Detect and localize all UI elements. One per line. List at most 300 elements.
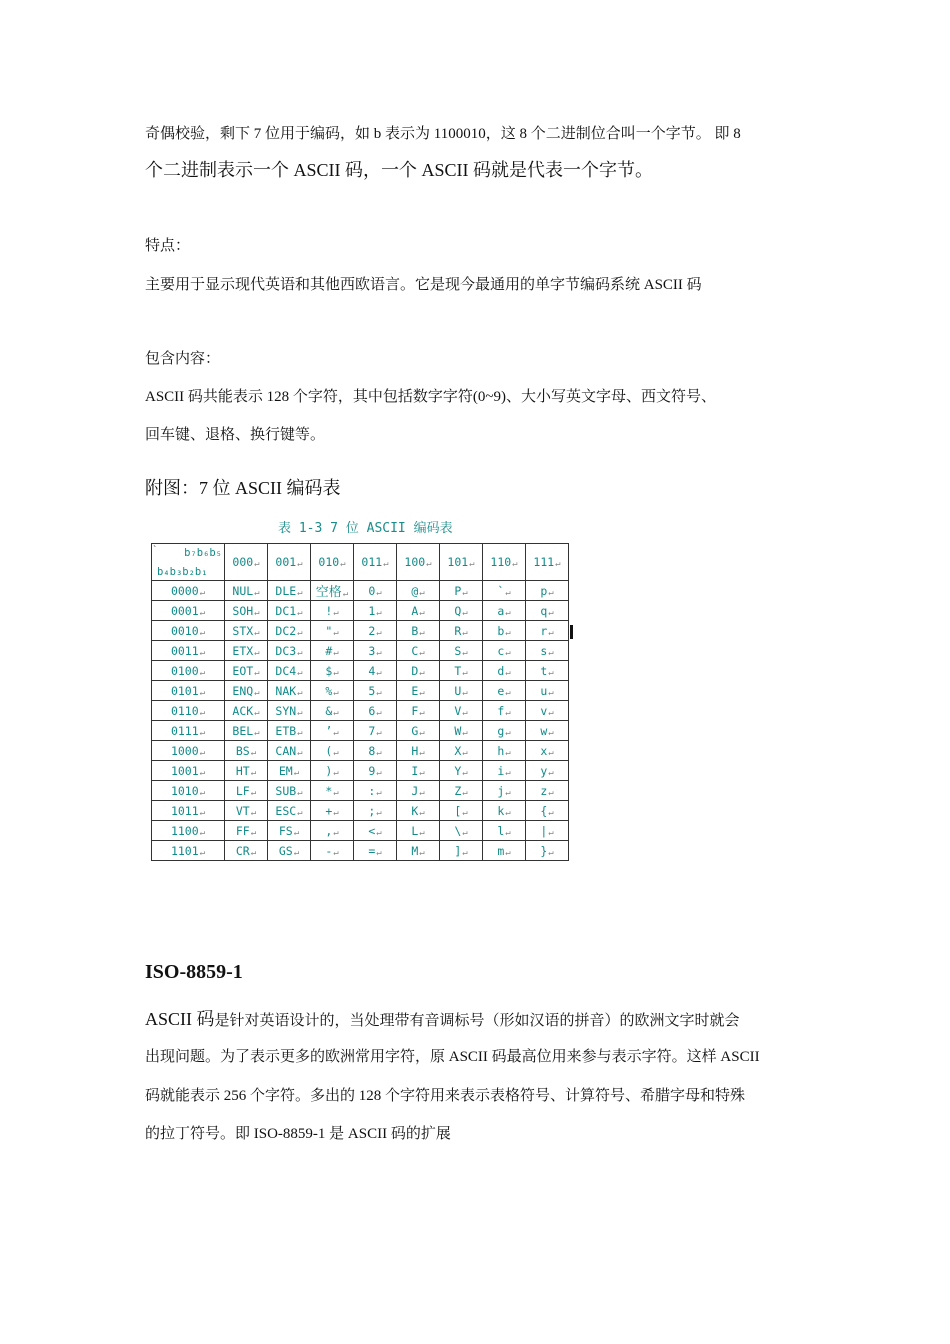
table-cell xyxy=(268,641,311,661)
cell-value: ( xyxy=(325,743,333,758)
paragraph-mark-icon: ↵ xyxy=(297,687,303,698)
cell-value: H xyxy=(411,743,419,758)
table-cell xyxy=(440,761,483,781)
table-cell xyxy=(526,741,569,761)
row-code: 0110 xyxy=(170,703,199,718)
table-cell xyxy=(311,681,354,701)
paragraph-mark-icon: ↵ xyxy=(548,787,554,798)
cell-value: 0 xyxy=(368,583,376,598)
column-header xyxy=(268,544,311,581)
paragraph-mark-icon: ↵ xyxy=(254,727,260,738)
paragraph-mark-icon: ↵ xyxy=(250,747,257,758)
table-row xyxy=(152,781,569,801)
cell-value: l xyxy=(497,823,505,838)
cell-value: ] xyxy=(454,843,462,858)
paragraph-mark-icon: ↵ xyxy=(333,827,339,838)
paragraph-mark-icon: ↵ xyxy=(297,787,303,798)
cell-value: ENQ xyxy=(232,683,254,698)
paragraph-mark-icon: ↵ xyxy=(419,827,425,838)
figure-caption: 附图：7 位 ASCII 编码表 xyxy=(145,478,341,498)
cell-value: % xyxy=(325,683,333,698)
cell-value: e xyxy=(497,683,505,698)
table-cell xyxy=(225,661,268,681)
table-cell xyxy=(354,621,397,641)
paragraph-mark-icon: ↵ xyxy=(505,767,511,778)
cell-value: A xyxy=(411,603,419,618)
paragraph-mark-icon: ↵ xyxy=(419,747,425,758)
cell-value: R xyxy=(454,623,462,638)
table-cell xyxy=(397,581,440,601)
cell-value: J xyxy=(411,783,419,798)
cell-value: @ xyxy=(411,583,419,598)
cell-value: NAK xyxy=(275,683,297,698)
paragraph-mark-icon: ↵ xyxy=(199,647,206,658)
paragraph-mark-icon: ↵ xyxy=(297,707,303,718)
paragraph-mark-icon: ↵ xyxy=(505,667,511,678)
paragraph-mark-icon: ↵ xyxy=(376,627,382,638)
cell-value: b xyxy=(497,623,505,638)
cell-value: h xyxy=(497,743,505,758)
table-cell xyxy=(311,621,354,641)
paragraph-mark-icon: ↵ xyxy=(199,627,206,638)
cell-value: 3 xyxy=(368,643,376,658)
iso-line-rest: 是针对英语设计的，当处理带有音调标号（形如汉语的拼音）的欧洲文字时就会 xyxy=(214,1013,740,1029)
table-cell xyxy=(354,781,397,801)
row-code: 0011 xyxy=(170,643,199,658)
paragraph-mark-icon: ↵ xyxy=(376,667,382,678)
iso-lead: ASCII 码 xyxy=(145,1009,215,1029)
cell-value: DLE xyxy=(275,583,297,598)
paragraph-mark-icon: ↵ xyxy=(342,589,349,599)
table-cell xyxy=(225,721,268,741)
table-cell xyxy=(526,601,569,621)
table-cell xyxy=(225,641,268,661)
cell-value: Y xyxy=(454,763,462,778)
table-cell xyxy=(268,621,311,641)
paragraph-mark-icon: ↵ xyxy=(297,727,303,738)
row-code-cell xyxy=(152,621,225,641)
paragraph-mark-icon: ↵ xyxy=(419,607,425,618)
column-header-label: 010 xyxy=(318,555,340,569)
table-cell xyxy=(483,701,526,721)
column-header xyxy=(526,544,569,581)
paragraph-mark-icon: ↵ xyxy=(376,647,382,658)
cell-value: g xyxy=(497,723,505,738)
paragraph-mark-icon: ↵ xyxy=(462,587,468,598)
paragraph-mark-icon: ↵ xyxy=(297,807,303,818)
table-cell xyxy=(397,601,440,621)
corner-slash-icon: ˋ xyxy=(153,545,157,556)
paragraph-mark-icon: ↵ xyxy=(297,667,303,678)
table-row xyxy=(152,621,569,641)
row-code: 1010 xyxy=(170,783,199,798)
row-code-cell xyxy=(152,581,225,601)
cell-value: K xyxy=(411,803,419,818)
table-row xyxy=(152,581,569,601)
paragraph-mark-icon: ↵ xyxy=(199,767,206,778)
table-header-row xyxy=(152,544,569,581)
cell-value: ETX xyxy=(232,643,254,658)
paragraph-mark-icon: ↵ xyxy=(333,607,339,618)
paragraph-mark-icon: ↵ xyxy=(250,847,257,858)
table-cell xyxy=(268,681,311,701)
paragraph-mark-icon: ↵ xyxy=(199,807,206,818)
cell-value: 6 xyxy=(368,703,376,718)
row-code-cell xyxy=(152,761,225,781)
cell-value: 4 xyxy=(368,663,376,678)
table-cell xyxy=(354,701,397,721)
table-cell xyxy=(526,701,569,721)
paragraph-mark-icon: ↵ xyxy=(254,607,260,618)
table-cell xyxy=(311,761,354,781)
column-header xyxy=(354,544,397,581)
table-cell xyxy=(483,821,526,841)
column-header-label: 100 xyxy=(404,555,426,569)
table-cell xyxy=(225,821,268,841)
cell-value: DC3 xyxy=(275,643,297,658)
row-code: 0000 xyxy=(170,583,199,598)
row-code-cell xyxy=(152,841,225,861)
cell-value: SYN xyxy=(275,703,297,718)
cell-value: C xyxy=(411,643,419,658)
cell-value: X xyxy=(454,743,462,758)
cell-value: 空格 xyxy=(315,585,342,600)
contents-heading: 包含内容： xyxy=(145,351,221,367)
table-cell xyxy=(268,821,311,841)
cell-value: r xyxy=(540,623,548,638)
table-cell xyxy=(483,681,526,701)
paragraph-mark-icon: ↵ xyxy=(254,647,260,658)
table-cell xyxy=(225,781,268,801)
cell-value: ) xyxy=(325,763,333,778)
cell-value: CR xyxy=(235,843,250,858)
cell-value: f xyxy=(497,703,505,718)
paragraph-mark-icon: ↵ xyxy=(419,627,425,638)
row-code-cell xyxy=(152,701,225,721)
cell-value: FF xyxy=(235,823,250,838)
column-header-label: 011 xyxy=(361,555,383,569)
table-cell xyxy=(225,601,268,621)
table-cell xyxy=(225,681,268,701)
cell-value: # xyxy=(325,643,333,658)
paragraph-mark-icon: ↵ xyxy=(548,667,554,678)
cell-value: G xyxy=(411,723,419,738)
table-cell xyxy=(440,641,483,661)
paragraph-mark-icon: ↵ xyxy=(376,747,382,758)
cell-value: U xyxy=(454,683,462,698)
paragraph-mark-icon: ↵ xyxy=(199,687,206,698)
cell-value: s xyxy=(540,643,548,658)
cell-value: - xyxy=(325,843,333,858)
paragraph-mark-icon: ↵ xyxy=(254,587,260,598)
table-cell xyxy=(225,801,268,821)
paragraph-mark-icon: ↵ xyxy=(505,707,511,718)
table-row xyxy=(152,661,569,681)
table-cell xyxy=(526,841,569,861)
paragraph-mark-icon: ↵ xyxy=(462,747,468,758)
table-cell xyxy=(311,781,354,801)
paragraph-mark-icon: ↵ xyxy=(250,767,257,778)
table-cell xyxy=(483,721,526,741)
cell-value: STX xyxy=(232,623,254,638)
paragraph-mark-icon: ↵ xyxy=(199,667,206,678)
cell-value: a xyxy=(497,603,505,618)
table-cell xyxy=(483,741,526,761)
column-header-label: 101 xyxy=(447,555,469,569)
table-cell xyxy=(268,741,311,761)
paragraph-mark-icon: ↵ xyxy=(376,787,382,798)
paragraph-mark-icon: ↵ xyxy=(333,667,339,678)
paragraph-mark-icon: ↵ xyxy=(462,727,468,738)
paragraph-mark-icon: ↵ xyxy=(333,747,339,758)
corner-bottom-label: b₄b₃b₂b₁ xyxy=(157,566,208,578)
paragraph-mark-icon: ↵ xyxy=(199,587,206,598)
table-cell xyxy=(311,841,354,861)
table-row xyxy=(152,741,569,761)
cell-value: w xyxy=(540,723,548,738)
paragraph-mark-icon: ↵ xyxy=(250,827,257,838)
paragraph-mark-icon: ↵ xyxy=(376,587,382,598)
paragraph-mark-icon: ↵ xyxy=(293,827,300,838)
paragraph-mark-icon: ↵ xyxy=(376,707,382,718)
cell-value: c xyxy=(497,643,505,658)
paragraph-mark-icon: ↵ xyxy=(376,727,382,738)
table-cell xyxy=(311,661,354,681)
cell-value: m xyxy=(497,843,505,858)
cell-value: P xyxy=(454,583,462,598)
paragraph-mark-icon: ↵ xyxy=(419,847,425,858)
table-cell xyxy=(440,681,483,701)
paragraph-mark-icon: ↵ xyxy=(548,647,554,658)
cell-value: D xyxy=(411,663,419,678)
cell-value: $ xyxy=(325,663,333,678)
paragraph-mark-icon: ↵ xyxy=(376,687,382,698)
table-cell xyxy=(397,721,440,741)
paragraph-mark-icon: ↵ xyxy=(333,647,339,658)
table-row xyxy=(152,801,569,821)
paragraph-mark-icon: ↵ xyxy=(462,607,468,618)
table-cell xyxy=(483,661,526,681)
table-cell xyxy=(526,621,569,641)
paragraph-mark-icon: ↵ xyxy=(548,747,554,758)
row-code-cell xyxy=(152,821,225,841)
row-code: 0100 xyxy=(170,663,199,678)
table-cell xyxy=(440,721,483,741)
table-cell xyxy=(354,601,397,621)
table-row xyxy=(152,721,569,741)
table-cell xyxy=(526,661,569,681)
cell-value: i xyxy=(497,763,505,778)
paragraph-mark-icon: ↵ xyxy=(297,607,303,618)
table-cell xyxy=(311,701,354,721)
cell-value: L xyxy=(411,823,419,838)
paragraph-mark-icon: ↵ xyxy=(469,559,475,569)
row-code: 0010 xyxy=(170,623,199,638)
cell-value: y xyxy=(540,763,548,778)
cell-value: FS xyxy=(278,823,293,838)
iso-line: 的拉丁符号。即 ISO-8859-1 是 ASCII 码的扩展 xyxy=(145,1126,451,1142)
cell-value: d xyxy=(497,663,505,678)
cell-value: Q xyxy=(454,603,462,618)
paragraph-mark-icon: ↵ xyxy=(505,787,511,798)
paragraph-mark-icon: ↵ xyxy=(462,827,468,838)
table-cell xyxy=(526,761,569,781)
row-code: 1101 xyxy=(170,843,199,858)
paragraph-mark-icon: ↵ xyxy=(199,847,206,858)
column-header xyxy=(440,544,483,581)
paragraph-mark-icon: ↵ xyxy=(419,767,425,778)
contents-line: 回车键、退格、换行键等。 xyxy=(145,427,326,443)
table-cell xyxy=(397,661,440,681)
table-cell xyxy=(397,841,440,861)
cell-value: T xyxy=(454,663,462,678)
cell-value: t xyxy=(540,663,548,678)
table-cell xyxy=(354,761,397,781)
paragraph-mark-icon: ↵ xyxy=(333,727,339,738)
cell-value: 5 xyxy=(368,683,376,698)
paragraph-mark-icon: ↵ xyxy=(505,827,511,838)
paragraph-mark-icon: ↵ xyxy=(462,627,468,638)
paragraph-mark-icon: ↵ xyxy=(505,647,511,658)
paragraph-mark-icon: ↵ xyxy=(548,767,554,778)
table-cell xyxy=(311,821,354,841)
cell-value: NUL xyxy=(232,583,254,598)
cell-value: q xyxy=(540,603,548,618)
paragraph-mark-icon: ↵ xyxy=(376,807,382,818)
row-code: 1011 xyxy=(170,803,199,818)
section-heading: ISO-8859-1 xyxy=(145,961,243,983)
paragraph-mark-icon: ↵ xyxy=(199,607,206,618)
cell-value: v xyxy=(540,703,548,718)
paragraph-mark-icon: ↵ xyxy=(376,767,382,778)
table-cell xyxy=(268,761,311,781)
paragraph-mark-icon: ↵ xyxy=(505,747,511,758)
table-cell xyxy=(440,581,483,601)
paragraph-mark-icon: ↵ xyxy=(199,787,206,798)
table-cell xyxy=(397,701,440,721)
table-cell xyxy=(268,581,311,601)
table-cell xyxy=(225,841,268,861)
table-corner-cell xyxy=(152,544,225,581)
features-heading: 特点： xyxy=(145,238,191,254)
table-cell xyxy=(225,741,268,761)
paragraph-mark-icon: ↵ xyxy=(333,687,339,698)
table-cell xyxy=(225,701,268,721)
paragraph-mark-icon: ↵ xyxy=(548,627,554,638)
row-code-cell xyxy=(152,661,225,681)
paragraph-mark-icon: ↵ xyxy=(333,787,339,798)
table-cell xyxy=(483,841,526,861)
cell-value: EOT xyxy=(232,663,254,678)
cell-value: F xyxy=(411,703,419,718)
table-cell xyxy=(440,601,483,621)
paragraph-mark-icon: ↵ xyxy=(297,559,303,569)
table-cell xyxy=(440,661,483,681)
paragraph-mark-icon: ↵ xyxy=(297,587,303,598)
table-row xyxy=(152,701,569,721)
table-cell xyxy=(354,801,397,821)
table-cell xyxy=(354,841,397,861)
paragraph-mark-icon: ↵ xyxy=(419,687,425,698)
table-cell xyxy=(483,641,526,661)
cell-value: ` xyxy=(497,583,505,598)
table-cell xyxy=(440,701,483,721)
cell-value: , xyxy=(325,823,333,838)
paragraph-mark-icon: ↵ xyxy=(505,807,511,818)
paragraph-mark-icon: ↵ xyxy=(333,807,339,818)
cell-value: ESC xyxy=(275,803,297,818)
paragraph-mark-icon: ↵ xyxy=(505,587,511,598)
table-cell xyxy=(483,621,526,641)
cell-value: { xyxy=(540,803,548,818)
table-cell xyxy=(354,821,397,841)
paragraph-mark-icon: ↵ xyxy=(250,787,257,798)
corner-top-label: b₇b₆b₅ xyxy=(184,547,222,559)
table-cell xyxy=(397,781,440,801)
cell-value: = xyxy=(368,843,376,858)
paragraph-mark-icon: ↵ xyxy=(419,587,425,598)
table-cell xyxy=(397,821,440,841)
table-cell xyxy=(268,801,311,821)
cell-value: GS xyxy=(278,843,293,858)
paragraph-mark-icon: ↵ xyxy=(548,847,554,858)
table-cell xyxy=(397,621,440,641)
paragraph-mark-icon: ↵ xyxy=(293,847,300,858)
row-code: 0001 xyxy=(170,603,199,618)
table-cell xyxy=(483,601,526,621)
table-cell xyxy=(268,781,311,801)
table-cell xyxy=(397,741,440,761)
table-cell xyxy=(440,781,483,801)
table-cell xyxy=(483,761,526,781)
table-cell xyxy=(311,601,354,621)
table-cell xyxy=(526,581,569,601)
table-cell xyxy=(483,781,526,801)
column-header-label: 111 xyxy=(533,555,555,569)
table-cell xyxy=(354,661,397,681)
paragraph-mark-icon: ↵ xyxy=(297,647,303,658)
paragraph-mark-icon: ↵ xyxy=(462,687,468,698)
row-code-cell xyxy=(152,741,225,761)
paragraph-mark-icon: ↵ xyxy=(548,727,554,738)
paragraph-mark-icon: ↵ xyxy=(333,707,339,718)
cell-value: HT xyxy=(235,763,250,778)
paragraph-mark-icon: ↵ xyxy=(254,627,260,638)
cell-value: Z xyxy=(454,783,462,798)
table-cell xyxy=(440,621,483,641)
table-row xyxy=(152,841,569,861)
cell-value: < xyxy=(368,823,376,838)
table-cell xyxy=(268,661,311,681)
cell-value: SUB xyxy=(275,783,297,798)
cell-value: CAN xyxy=(275,743,297,758)
cell-value: VT xyxy=(235,803,250,818)
row-code: 0111 xyxy=(170,723,199,738)
cell-value: \ xyxy=(454,823,462,838)
table-cell xyxy=(483,581,526,601)
paragraph-mark-icon: ↵ xyxy=(548,687,554,698)
paragraph-mark-icon: ↵ xyxy=(419,667,425,678)
paragraph-mark-icon: ↵ xyxy=(254,707,260,718)
cell-value: 2 xyxy=(368,623,376,638)
cell-value: [ xyxy=(454,803,462,818)
cell-value: BEL xyxy=(232,723,254,738)
table-cell xyxy=(354,681,397,701)
paragraph-mark-icon: ↵ xyxy=(419,727,425,738)
table-cell xyxy=(311,581,354,601)
paragraph-mark-icon: ↵ xyxy=(340,559,346,569)
table-cell xyxy=(526,721,569,741)
